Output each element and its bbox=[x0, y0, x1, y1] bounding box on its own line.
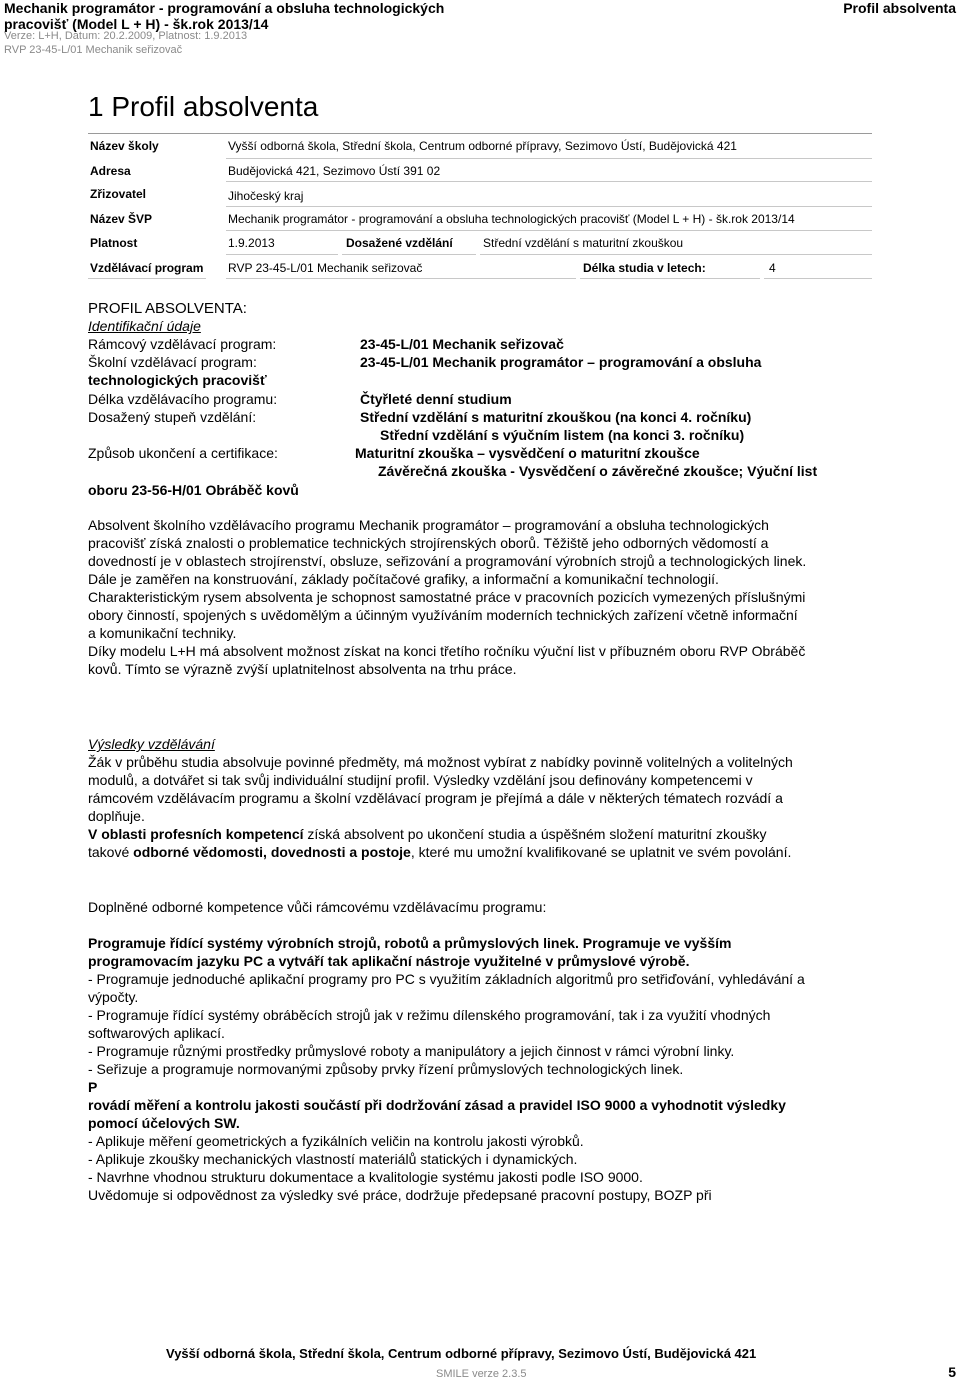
rule-founder bbox=[226, 206, 872, 207]
header-title bbox=[4, 0, 444, 32]
rule-length-value bbox=[764, 278, 872, 279]
kompetence-list bbox=[88, 934, 808, 1204]
rule-program-value bbox=[226, 278, 576, 279]
doplnene-heading: Doplněné odborné kompetence vůči rámcovému vzdělávacímu programu: bbox=[88, 899, 547, 915]
label-education-level: Dosažené vzdělání bbox=[346, 236, 453, 250]
vysledky-title: Výsledky vzdělávání bbox=[88, 736, 215, 752]
value-svp: Mechanik programátor - programování a obsluha technologických pracovišť (Model L + H) - šk.rok 2013/14 bbox=[228, 212, 795, 226]
profil-subtitle: Identifikační údaje bbox=[88, 318, 201, 334]
footer-school: Vyšší odborná škola, Střední škola, Centrum odborné přípravy, Sezimovo Ústí, Budějovická 421 bbox=[166, 1346, 757, 1361]
absolvent-p3: Díky modelu L+H má absolvent možnost získat na konci třetího ročníku výuční list v příbuzném oboru RVP Obráběč kovů. Tímto se výrazně zvýší uplatnitelnost absolventa na trhu práce. bbox=[88, 643, 806, 677]
rule-length-label bbox=[580, 278, 760, 279]
value-founder: Jihočeský kraj bbox=[228, 189, 304, 203]
header-version: Verze: L+H, Datum: 20.2.2009, Platnost: 1.9.2013 bbox=[4, 30, 248, 42]
kompetence-item-7: - Navrhne vhodnou strukturu dokumentace a kvalitologie systému jakosti podle ISO 9000. bbox=[88, 1169, 643, 1185]
prov-heading: rovádí měření a kontrolu jakosti součástí při dodržování zásad a pravidel ISO 9000 a vyhodnotit výsledky pomocí účelových SW. bbox=[88, 1097, 786, 1131]
svp-value-cont: technologických pracovišť bbox=[88, 372, 267, 388]
rule-education-value bbox=[480, 254, 872, 255]
vysledky-p1: Žák v průběhu studia absolvuje povinné předměty, má možnost vybírat z nabídky povinně volitelných a volitelných modulů, a dotvářet si tak svůj individuální studijní profil. Výsledky vzdělání jsou definovány kompetencemi v rámcovém vzdělávacím programu a školní vzdělávací program je přejímá a dále v některých tématech rozvádí a doplňuje. bbox=[88, 754, 793, 824]
length-label: Délka vzdělávacího programu: bbox=[88, 391, 278, 407]
value-study-length: 4 bbox=[769, 261, 776, 275]
completion-value-3: oboru 23-56-H/01 Obráběč kovů bbox=[88, 482, 299, 498]
svp-value: 23-45-L/01 Mechanik programátor – programování a obsluha bbox=[360, 354, 762, 370]
vysledky-p2-text2: , které mu umožní kvalifikované se uplatnit ve svém povolání. bbox=[410, 844, 792, 860]
kompetence-item-5: - Aplikuje měření geometrických a fyzikálních veličin na kontrolu jakosti výrobků. bbox=[88, 1133, 584, 1149]
rule-education-label bbox=[342, 254, 476, 255]
kompetence-item-2: - Programuje řídící systémy obráběcích strojů jak v režimu dílenského programování, tak i za využití vhodných softwarových aplikací. bbox=[88, 1007, 771, 1041]
kompetence-item-8: Uvědomuje si odpovědnost za výsledky své práce, dodržuje předepsané pracovní postupy, BOZP při bbox=[88, 1187, 712, 1203]
header-rvp: RVP 23-45-L/01 Mechanik seřizovač bbox=[4, 44, 183, 56]
profil-title: PROFIL ABSOLVENTA: bbox=[88, 300, 247, 317]
completion-label: Způsob ukončení a certifikace: bbox=[88, 445, 278, 461]
value-validity: 1.9.2013 bbox=[228, 236, 275, 250]
value-education-level: Střední vzdělání s maturitní zkouškou bbox=[483, 236, 684, 250]
rvp-value: 23-45-L/01 Mechanik seřizovač bbox=[360, 336, 564, 352]
label-program: Vzdělávací program bbox=[90, 261, 204, 275]
rule-address bbox=[226, 181, 872, 182]
header-title-line1: Mechanik programátor - programování a obsluha technologických bbox=[4, 0, 445, 16]
page-title: 1 Profil absolventa bbox=[88, 91, 319, 122]
rule-school bbox=[226, 158, 872, 159]
completion-value-1: Maturitní zkouška – vysvědčení o maturitní zkoušce bbox=[355, 445, 700, 461]
rule-program-label bbox=[88, 278, 206, 279]
label-founder: Zřizovatel bbox=[90, 187, 147, 201]
value-address: Budějovická 421, Sezimovo Ústí 391 02 bbox=[228, 164, 441, 178]
table-top-rule bbox=[88, 133, 872, 134]
kompetence-item-6: - Aplikuje zkoušky mechanických vlastností materiálů statických i dynamických. bbox=[88, 1151, 578, 1167]
vysledky-text bbox=[88, 753, 808, 861]
completion-value-2: Závěrečná zkouška - Vysvědčení o závěrečné zkoušce; Výuční list bbox=[378, 463, 818, 479]
label-validity: Platnost bbox=[90, 236, 138, 250]
degree-label: Dosažený stupeň vzdělání: bbox=[88, 409, 257, 425]
rule-validity bbox=[226, 254, 338, 255]
kompetence-item-3: - Programuje různými prostředky průmyslové roboty a manipulátory a jejich činnost v rámci výrobní linky. bbox=[88, 1043, 735, 1059]
rule-svp bbox=[226, 230, 872, 231]
vysledky-p2-text1: získá absolvent po ukončení studia a úspěšném složení maturitní zkoušky takové bbox=[88, 826, 767, 860]
degree-value-2: Střední vzdělání s výučním listem (na konci 3. ročníku) bbox=[380, 427, 745, 443]
header-section: Profil absolventa bbox=[843, 0, 956, 16]
vysledky-p2-bold1: V oblasti profesních kompetencí bbox=[88, 826, 304, 842]
footer-smile-version: SMILE verze 2.3.5 bbox=[436, 1368, 527, 1380]
header-title-line2: pracovišť (Model L + H) - šk.rok 2013/14 bbox=[4, 16, 269, 32]
label-svp: Název ŠVP bbox=[90, 212, 153, 226]
length-value: Čtyřleté denní studium bbox=[360, 391, 512, 407]
absolvent-p1: Absolvent školního vzdělávacího programu Mechanik programátor – programování a obsluha technologických pracovišť získá znalosti o problematice technických strojírenských oborů. Těžiště jeho odborných vědomostí a dovedností je v oblastech strojírenství, obsluze, seřizování a programování výrobních strojů a technologických linek. Dále je zaměřen na konstruování, základy počítačové grafiky, a informační a komunikační technologií. bbox=[88, 517, 807, 587]
value-school: Vyšší odborná škola, Střední škola, Centrum odborné přípravy, Sezimovo Ústí, Budějovická 421 bbox=[228, 139, 737, 153]
vysledky-p2 bbox=[88, 825, 808, 861]
rvp-label: Rámcový vzdělávací program: bbox=[88, 336, 277, 352]
label-school: Název školy bbox=[90, 139, 159, 153]
svp-label: Školní vzdělávací program: bbox=[88, 354, 257, 370]
kompetence-item-1: - Programuje jednoduché aplikační programy pro PC s využitím základních algoritmů pro setřiďování, vyhledávání a výpočty. bbox=[88, 971, 805, 1005]
page-number: 5 bbox=[948, 1364, 956, 1380]
label-study-length: Délka studia v letech: bbox=[583, 261, 706, 275]
kompetence-item-4: - Seřizuje a programuje normovanými způsoby prvky řízení průmyslových technologických linek. bbox=[88, 1061, 684, 1077]
degree-value-1: Střední vzdělání s maturitní zkouškou (na konci 4. ročníku) bbox=[360, 409, 752, 425]
value-program: RVP 23-45-L/01 Mechanik seřizovač bbox=[228, 261, 423, 275]
prog-heading: Programuje řídící systémy výrobních strojů, robotů a průmyslových linek. Programuje ve vyšším programovacím jazyku PC a vytváří tak aplikační nástroje využitelné v průmyslové výrobě. bbox=[88, 935, 732, 969]
absolvent-text bbox=[88, 516, 808, 678]
absolvent-p2: Charakteristickým rysem absolventa je schopnost samostatné práce v pracovních pozicích vymezených příslušnými obory činností, spojených s uvědomělým a účinným využíváním moderních technických zařízení včetně informační a komunikační techniky. bbox=[88, 589, 806, 641]
label-address: Adresa bbox=[90, 164, 131, 178]
vysledky-p2-bold2: odborné vědomosti, dovednosti a postoje bbox=[133, 844, 411, 860]
prov-letter: P bbox=[88, 1079, 98, 1095]
